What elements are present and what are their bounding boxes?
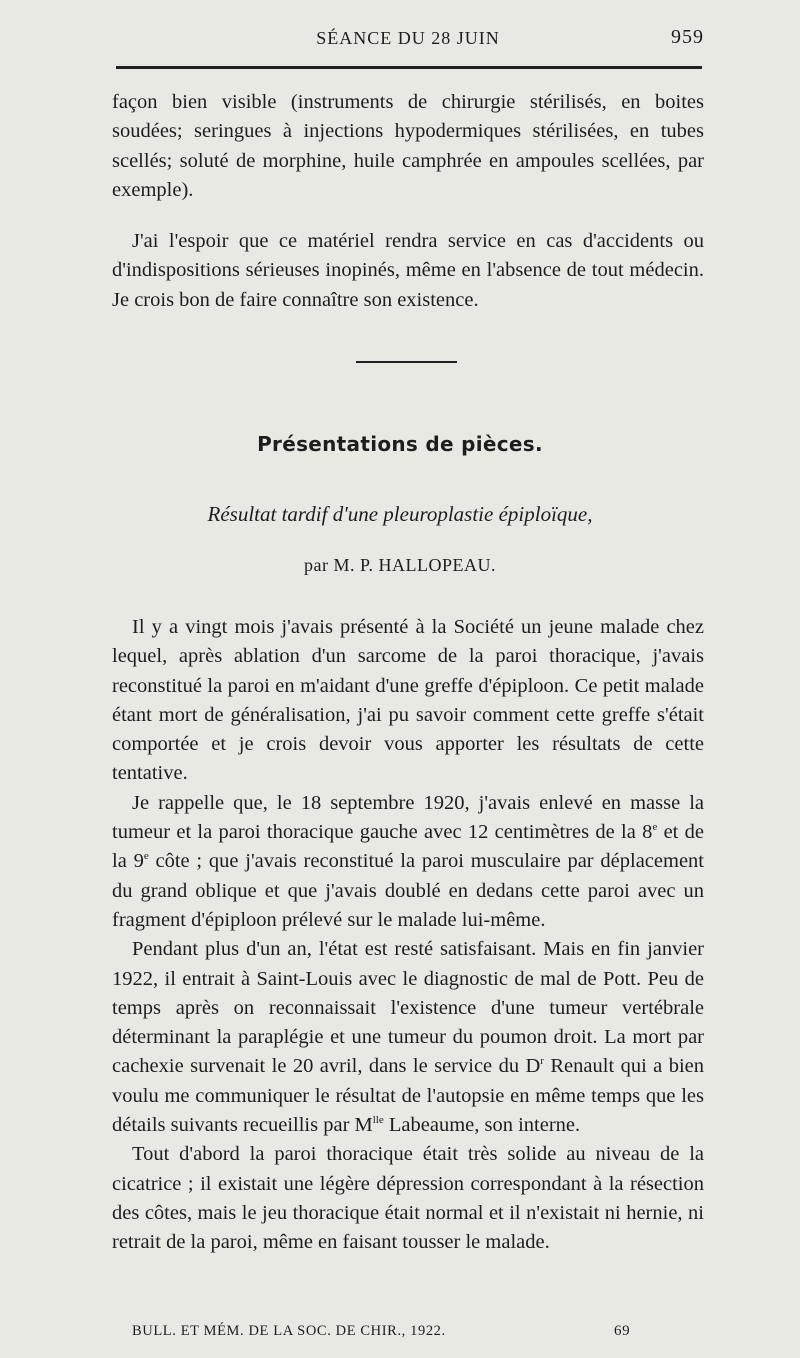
ordinal-superscript: e	[143, 850, 149, 863]
article-paragraph-2	[112, 789, 704, 935]
running-title: SÉANCE DU 28 JUIN	[316, 28, 500, 48]
paragraph-2-text-a: Je rappelle que, le 18 septembre 1920, j'avais enlevé en masse la tumeur et la paroi thoracique gauche avec 12 centimètres de la 8	[112, 791, 704, 844]
page-number: 959	[671, 26, 704, 48]
section-title: Présentations de pièces.	[257, 432, 543, 456]
footer-citation: BULL. ET MÉM. DE LA SOC. DE CHIR., 1922.	[132, 1323, 446, 1339]
title-superscript: r	[540, 1055, 544, 1068]
section-separator	[356, 361, 457, 363]
continuation-paragraph-2: J'ai l'espoir que ce matériel rendra service en cas d'accidents ou d'indispositions sérieuses inopinés, même en l'absence de tout médecin. Je crois bon de faire connaître son existence.	[112, 230, 704, 311]
signature-mark: 69	[614, 1323, 631, 1339]
paragraph-2-text-b: et de la 9	[112, 821, 704, 873]
paragraph-2-text-c: côte ; que j'avais reconstitué la paroi musculaire par déplacement du grand oblique et que j'avais doublé en dedans cette paroi avec un fragment d'épiploon prélevé sur le malade lui-même.	[112, 850, 704, 931]
continuation-paragraph-1: façon bien visible (instruments de chirurgie stérilisés, en boites soudées; seringues à injections hypodermiques stérilisées, en tubes scellés; soluté de morphine, huile camphrée en ampoules scellées, par exemple).	[112, 91, 704, 201]
running-head	[112, 26, 704, 56]
article-body	[112, 613, 704, 1258]
continuation-text	[112, 88, 704, 315]
page-footer	[132, 1323, 632, 1340]
paragraph-3-text-c: Labeaume, son interne.	[383, 1114, 581, 1137]
article-title: Résultat tardif d'une pleuroplastie épiploïque,	[207, 502, 593, 526]
article-paragraph-4: Tout d'abord la paroi thoracique était très solide au niveau de la cicatrice ; il existait une légère dépression correspondant à la résection des côtes, mais le jeu thoracique était normal et il n'existait ni hernie, ni retrait de la paroi, même en faisant tousser le malade.	[112, 1143, 704, 1254]
article-paragraph-1: Il y a vingt mois j'avais présenté à la Société un jeune malade chez lequel, après ablation d'un sarcome de la paroi thoracique, j'avais reconstitué la paroi en m'aidant d'une greffe d'épiploon. Ce petit malade étant mort de généralisation, j'ai pu savoir comment cette greffe s'était comportée et je crois devoir vous apporter les résultats de cette tentative.	[112, 616, 704, 785]
ordinal-superscript: e	[652, 821, 658, 834]
article-paragraph-3	[112, 935, 704, 1140]
article-author: par M. P. HALLOPEAU.	[304, 555, 496, 575]
paragraph-3-text-b: Renault qui a bien voulu me communiquer le résultat de l'autopsie en même temps que les détails suivants recueillis par M	[112, 1055, 704, 1137]
header-rule	[116, 66, 702, 69]
paragraph-3-text-a: Pendant plus d'un an, l'état est resté satisfaisant. Mais en fin janvier 1922, il entrait à Saint-Louis avec le diagnostic de mal de Pott. Peu de temps après on reconnaissait l'existence d'une tumeur vertébrale déterminant la paraplégie et une tumeur du poumon droit. La mort par cachexie survenait le 20 avril, dans le service du D	[112, 938, 704, 1078]
title-superscript: lle	[372, 1114, 384, 1127]
